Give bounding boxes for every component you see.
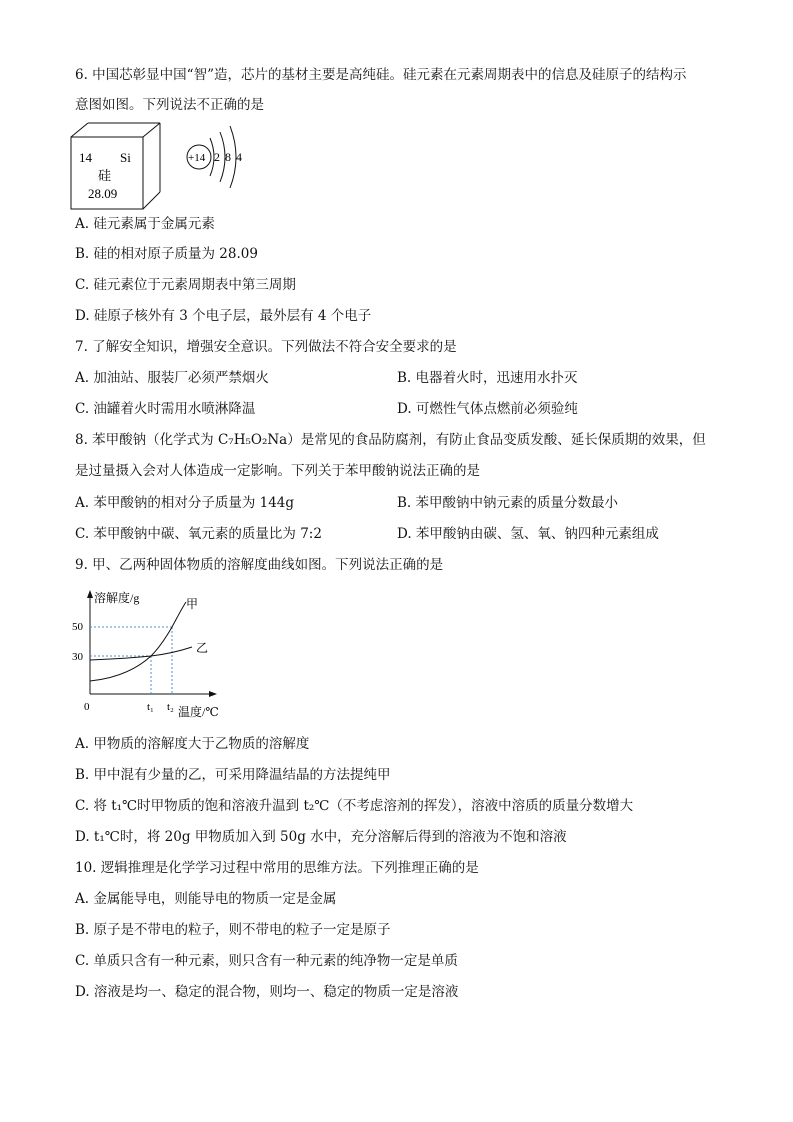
solubility-chart	[68, 586, 243, 721]
q7-option-a: A. 加油站、服装厂必须严禁烟火	[75, 370, 269, 386]
q7-option-d: D. 可燃性气体点燃前必须验纯	[397, 401, 578, 417]
q10-option-d: D. 溶液是均一、稳定的混合物，则均一、稳定的物质一定是溶液	[75, 984, 459, 1000]
q9-stem: 9. 甲、乙两种固体物质的溶解度曲线如图。下列说法正确的是	[75, 557, 444, 573]
x-axis-label: 温度/℃	[178, 705, 219, 719]
q9-option-a: A. 甲物质的溶解度大于乙物质的溶解度	[75, 736, 310, 752]
q8-stem-line1: 8. 苯甲酸钠（化学式为 C₇H₅O₂Na）是常见的食品防腐剂，有防止食品变质发酸、延长保质期的效果，但	[75, 432, 706, 448]
q8-option-b: B. 苯甲酸钠中钠元素的质量分数最小	[397, 495, 619, 511]
element-mass: 28.09	[88, 186, 118, 201]
shell-3-electrons: 4	[236, 150, 242, 164]
q6-stem-line2: 意图如图。下列说法不正确的是	[75, 97, 264, 113]
q9-option-d: D. t₁℃时，将 20g 甲物质加入到 50g 水中，充分溶解后得到的溶液为不饱和溶液	[75, 829, 567, 845]
origin-label: 0	[84, 701, 90, 713]
q8-option-d: D. 苯甲酸钠由碳、氢、氧、钠四种元素组成	[397, 526, 659, 542]
silicon-atom-diagram	[180, 122, 250, 194]
q7-option-c: C. 油罐着火时需用水喷淋降温	[75, 401, 256, 417]
q10-stem: 10. 逻辑推理是化学学习过程中常用的思维方法。下列推理正确的是	[75, 860, 479, 876]
q8-stem-line2: 是过量摄入会对人体造成一定影响。下列关于苯甲酸钠说法正确的是	[75, 463, 480, 479]
series-jia-curve	[90, 602, 186, 681]
shell-2-electrons: 8	[225, 150, 231, 164]
q10-option-b: B. 原子是不带电的粒子，则不带电的粒子一定是原子	[75, 922, 391, 938]
shell-1-electrons: 2	[214, 150, 220, 164]
q9-option-c: C. 将 t₁℃时甲物质的饱和溶液升温到 t₂℃（不考虑溶剂的挥发），溶液中溶质的质量分数增大	[75, 798, 634, 814]
q9-option-b: B. 甲中混有少量的乙，可采用降温结晶的方法提纯甲	[75, 767, 391, 783]
y-axis-arrow	[87, 590, 93, 598]
q10-option-c: C. 单质只含有一种元素，则只含有一种元素的纯净物一定是单质	[75, 953, 458, 969]
nucleus-charge: +14	[188, 152, 206, 164]
q10-option-a: A. 金属能导电，则能导电的物质一定是金属	[75, 891, 337, 907]
x-tick-t1: t₁	[147, 701, 154, 713]
element-symbol: Si	[120, 150, 131, 165]
y-axis-label: 溶解度/g	[94, 591, 140, 605]
q8-option-c: C. 苯甲酸钠中碳、氧元素的质量比为 7:2	[75, 526, 322, 542]
q7-option-b: B. 电器着火时，迅速用水扑灭	[397, 370, 578, 386]
element-number: 14	[79, 150, 92, 165]
y-tick-30: 30	[72, 651, 83, 663]
silicon-element-cell	[70, 122, 166, 212]
q6-option-d: D. 硅原子核外有 3 个电子层，最外层有 4 个电子	[75, 308, 372, 324]
q6-option-a: A. 硅元素属于金属元素	[75, 216, 215, 232]
q6-stem-line1: 6. 中国芯彰显中国“智”造，芯片的基材主要是高纯硅。硅元素在元素周期表中的信息及硅原子的结构示	[75, 67, 687, 83]
y-tick-50: 50	[72, 621, 83, 633]
series-yi-label: 乙	[196, 641, 209, 655]
q8-option-a: A. 苯甲酸钠的相对分子质量为 144g	[75, 495, 295, 511]
q7-stem: 7. 了解安全知识，增强安全意识。下列做法不符合安全要求的是	[75, 339, 457, 355]
x-axis-arrow	[209, 691, 217, 697]
series-yi-curve	[90, 647, 192, 660]
q6-option-c: C. 硅元素位于元素周期表中第三周期	[75, 277, 296, 293]
q6-option-b: B. 硅的相对原子质量为 28.09	[75, 246, 258, 262]
x-tick-t2: t₂	[167, 701, 174, 713]
series-jia-label: 甲	[186, 597, 199, 611]
element-name: 硅	[98, 168, 112, 183]
